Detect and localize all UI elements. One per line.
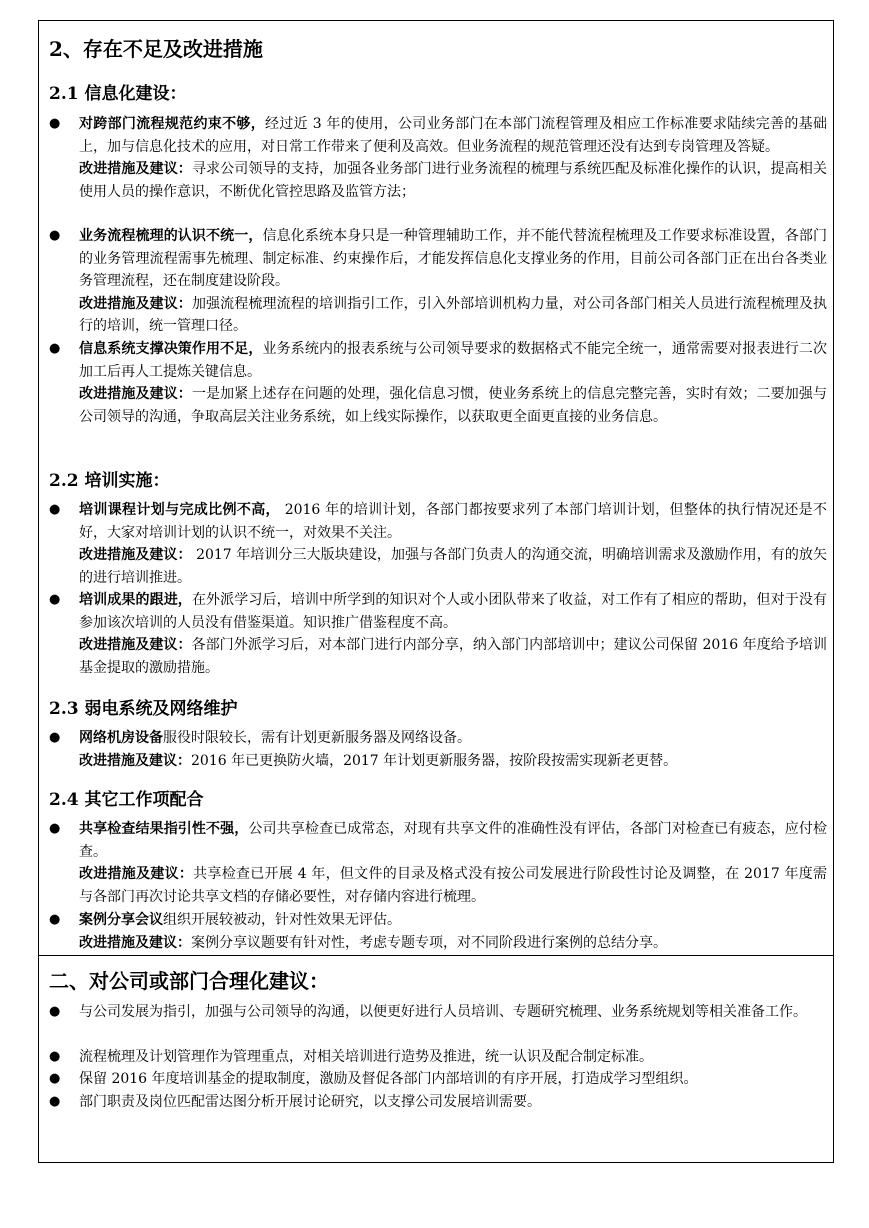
fix-label: 改进措施及建议： <box>79 386 192 402</box>
item-lead: 共享检查结果指引性不强， <box>79 821 249 837</box>
list-item <box>49 1046 827 1069</box>
item-lead: 业务流程梳理的认识不统一， <box>79 228 263 244</box>
section-divider <box>39 955 833 956</box>
fix-text: 各部门外派学习后，对本部门进行内部分享，纳入部门内部培训中；建议公司保留 2016 年度给予培训基金提取的激励措施。 <box>79 637 827 676</box>
list-item <box>49 1068 827 1091</box>
list-item <box>49 589 827 679</box>
list-item <box>49 1091 827 1114</box>
list-item <box>49 113 827 203</box>
item-lead: 培训课程计划与完成比例不高， <box>79 502 280 518</box>
fix-label: 改进措施及建议： <box>79 637 192 653</box>
fix-text: 寻求公司领导的支持，加强各业务部门进行业务流程的梳理与系统匹配及标准化操作的认识，提高相关使用人员的操作意识，不断优化管控思路及监管方法； <box>79 161 828 200</box>
fix-text: 一是加紧上述存在问题的处理，强化信息习惯，使业务系统上的信息完整完善，实时有效；二要加强与公司领导的沟通，争取高层关注业务系统，如上线实际操作，以获取更全面更直接的业务信息。 <box>79 386 828 425</box>
fix-label: 改进措施及建议： <box>79 752 191 769</box>
bullet-icon: ● <box>49 341 61 356</box>
bullet-icon: ● <box>49 502 61 517</box>
suggestion-text: 与公司发展为指引，加强与公司领导的沟通，以便更好进行人员培训、专题研究梳理、业务系统规划等相关准备工作。 <box>79 1004 807 1020</box>
list-item <box>49 1001 827 1024</box>
suggestion-text: 保留 2016 年度培训基金的提取制度，激励及督促各部门内部培训的有序开展，打造成学习型组织。 <box>79 1071 698 1087</box>
fix-label: 改进措施及建议： <box>79 295 192 312</box>
fix-text: 2016 年已更换防火墙，2017 年计划更新服务器，按阶段按需实现新老更替。 <box>191 752 678 769</box>
list-item <box>49 338 827 428</box>
bullet-icon: ● <box>49 730 61 745</box>
item-text: 经过近 3 年的使用，公司业务部门在本部门流程管理及相应工作标准要求陆续完善的基础上，加与信息化技术的应用，对日常工作带来了便利及高效。但业务流程的规范管理还没有达到专岗管理及答疑。 <box>79 116 827 155</box>
bullet-icon: ● <box>49 116 61 131</box>
bullet-icon: ● <box>49 912 61 927</box>
suggestion-text: 部门职责及岗位匹配雷达图分析开展讨论研究，以支撑公司发展培训需要。 <box>79 1094 541 1110</box>
fix-label: 改进措施及建议： <box>79 934 191 951</box>
item-text: 组织开展较被动，针对性效果无评估。 <box>163 912 401 928</box>
list-item <box>49 499 827 589</box>
item-lead: 培训成果的跟进， <box>79 592 192 608</box>
list-item <box>49 818 827 908</box>
fix-label: 改进措施及建议： <box>79 547 192 563</box>
subsection-2-4-heading: 2.4 其它工作项配合 <box>49 790 204 810</box>
bullet-icon: ● <box>49 592 61 607</box>
part-2-heading: 二、对公司或部门合理化建议： <box>49 969 329 993</box>
subsection-2-3-heading: 2.3 弱电系统及网络维护 <box>49 699 238 719</box>
bullet-icon: ● <box>49 1049 61 1064</box>
fix-label: 改进措施及建议： <box>79 866 194 882</box>
item-text: 服役时限较长，需有计划更新服务器及网络设备。 <box>163 730 471 746</box>
section-2-heading: 2、存在不足及改进措施 <box>49 37 263 61</box>
bullet-icon: ● <box>49 1094 61 1109</box>
item-text: 业务系统内的报表系统与公司领导要求的数据格式不能完全统一，通常需要对报表进行二次加工后再人工提炼关键信息。 <box>79 341 827 380</box>
item-lead: 信息系统支撑决策作用不足， <box>79 341 263 357</box>
fix-text: 2017 年培训分三大版块建设，加强与各部门负责人的沟通交流，明确培训需求及激励作用，有的放矢的进行培训推进。 <box>79 547 827 586</box>
item-lead: 网络机房设备 <box>79 730 163 746</box>
fix-text: 案例分享议题要有针对性，考虑专题专项，对不同阶段进行案例的总结分享。 <box>191 934 667 951</box>
item-lead: 对跨部门流程规范约束不够， <box>79 116 266 132</box>
subsection-2-1-heading: 2.1 信息化建设： <box>49 84 187 104</box>
list-item <box>49 909 827 954</box>
subsection-2-2-heading: 2.2 培训实施： <box>49 471 170 491</box>
document-frame <box>38 20 834 1163</box>
item-text: 信息化系统本身只是一种管理辅助工作，并不能代替流程梳理及工作要求标准设置，各部门的业务管理流程需事先梳理、制定标准、约束操作后，才能发挥信息化支撑业务的作用，目前公司各部门正在出台各类业务管理流程，还在制度建设阶段。 <box>79 228 827 289</box>
bullet-icon: ● <box>49 821 61 836</box>
item-text: 公司共享检查已成常态，对现有共享文件的准确性没有评估，各部门对检查已有疲态，应付检查。 <box>79 821 828 860</box>
item-text: 在外派学习后，培训中所学到的知识对个人或小团队带来了收益，对工作有了相应的帮助，但对于没有参加该次培训的人员没有借鉴渠道。知识推广借鉴程度不高。 <box>79 592 828 631</box>
bullet-icon: ● <box>49 228 61 243</box>
fix-text: 加强流程梳理流程的培训指引工作，引入外部培训机构力量，对公司各部门相关人员进行流程梳理及执行的培训，统一管理口径。 <box>79 295 828 334</box>
suggestion-text: 流程梳理及计划管理作为管理重点，对相关培训进行造势及推进，统一认识及配合制定标准。 <box>79 1049 653 1065</box>
bullet-icon: ● <box>49 1071 61 1086</box>
list-item <box>49 225 827 338</box>
item-lead: 案例分享会议 <box>79 912 163 928</box>
fix-text: 共享检查已开展 4 年，但文件的目录及格式没有按公司发展进行阶段性讨论及调整，在 2017 年度需与各部门再次讨论共享文档的存储必要性，对存储内容进行梳理。 <box>79 866 828 905</box>
bullet-icon: ● <box>49 1004 61 1019</box>
list-item <box>49 727 827 772</box>
fix-label: 改进措施及建议： <box>79 161 192 177</box>
item-text: 2016 年的培训计划，各部门都按要求列了本部门培训计划，但整体的执行情况还是不好，大家对培训计划的认识不统一，对效果不关注。 <box>79 502 827 541</box>
